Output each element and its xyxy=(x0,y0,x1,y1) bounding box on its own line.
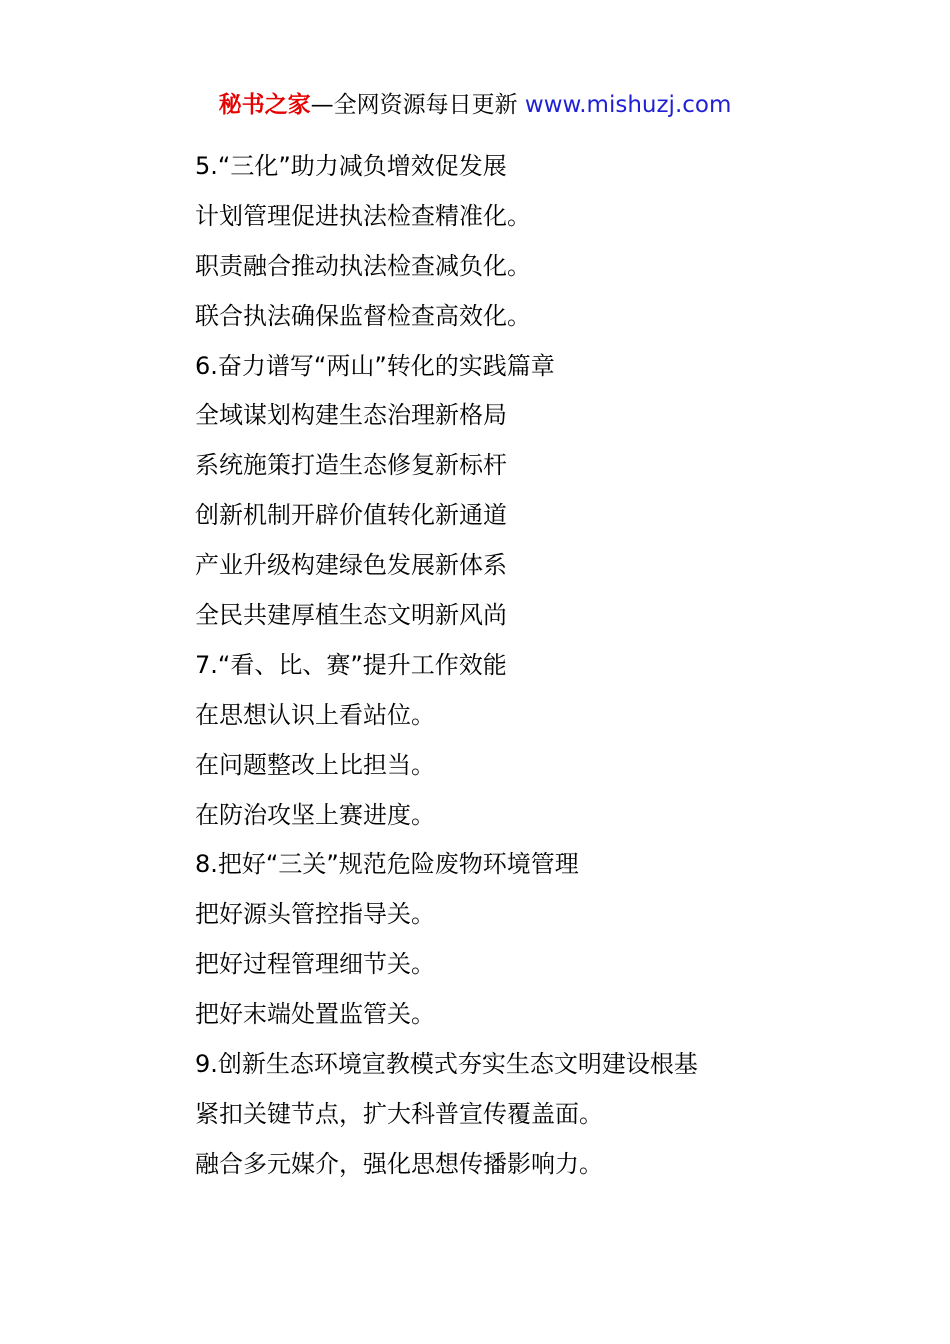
header-tagline: —全网资源每日更新 xyxy=(310,92,525,118)
section-heading-5: 5.“三化”助力减负增效促发展 xyxy=(195,152,507,180)
body-line: 产业升级构建绿色发展新体系 xyxy=(195,551,507,580)
body-line: 融合多元媒介，强化思想传播影响力。 xyxy=(195,1149,603,1178)
body-line: 在防治攻坚上赛进度。 xyxy=(195,800,435,829)
section-heading-9: 9.创新生态环境宣教模式夯实生态文明建设根基 xyxy=(195,1050,698,1079)
body-line: 紧扣关键节点，扩大科普宣传覆盖面。 xyxy=(195,1099,603,1128)
site-url[interactable]: www.mishuzj.com xyxy=(524,92,732,118)
body-line: 计划管理促进执法检查精准化。 xyxy=(195,201,531,230)
body-line: 把好过程管理细节关。 xyxy=(195,950,435,979)
section-heading-8: 8.把好“三关”规范危险废物环境管理 xyxy=(195,850,579,879)
section-heading-7: 7.“看、比、赛”提升工作效能 xyxy=(195,650,507,679)
body-line: 职责融合推动执法检查减负化。 xyxy=(195,251,531,280)
body-line: 把好源头管控指导关。 xyxy=(195,900,435,929)
body-line: 系统施策打造生态修复新标杆 xyxy=(195,451,507,480)
brand-name: 秘书之家 xyxy=(218,92,311,118)
body-line: 联合执法确保监督检查高效化。 xyxy=(195,301,531,330)
body-line: 创新机制开辟价值转化新通道 xyxy=(195,501,507,530)
page-header xyxy=(0,88,950,122)
body-line: 在思想认识上看站位。 xyxy=(195,700,435,729)
body-line: 全域谋划构建生态治理新格局 xyxy=(195,401,507,430)
body-line: 在问题整改上比担当。 xyxy=(195,750,435,779)
section-heading-6: 6.奋力谱写“两山”转化的实践篇章 xyxy=(195,351,555,380)
body-line: 全民共建厚植生态文明新风尚 xyxy=(195,601,507,630)
document-body xyxy=(195,142,895,1190)
body-line: 把好末端处置监管关。 xyxy=(195,1000,435,1029)
